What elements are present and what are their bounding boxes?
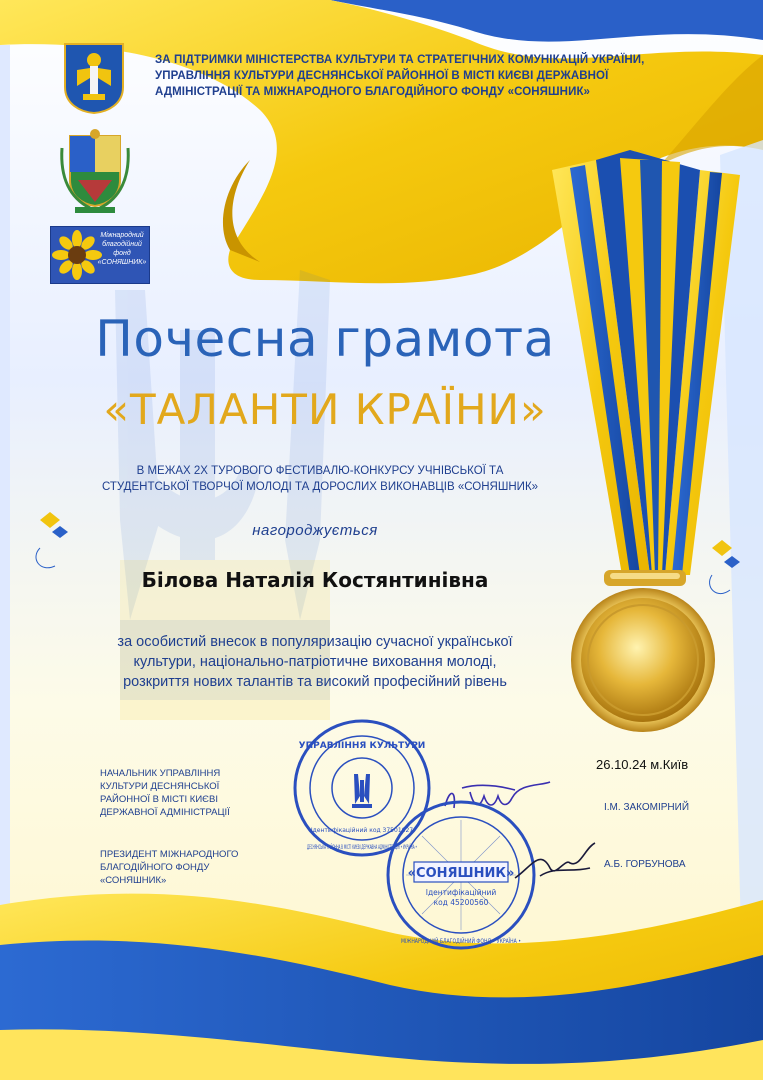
stamp-2-code: код 45200560	[433, 898, 489, 907]
signatory-title-line: ДЕРЖАВНОЇ АДМІНІСТРАЦІЇ	[100, 807, 230, 818]
stamp-2-code-label: Ідентифікаційний	[425, 888, 497, 897]
festival-description	[60, 463, 580, 495]
fund-logo-text: Міжнародний благодійний фонд «СОНЯШНИК»	[97, 232, 147, 266]
signatory-title-line: ПРЕЗИДЕНТ МІЖНАРОДНОГО	[100, 849, 239, 860]
fund-logo	[50, 226, 150, 284]
festival-description-line: СТУДЕНТСЬКОЇ ТВОРЧОЇ МОЛОДІ ТА ДОРОСЛИХ ВИКОНАВЦІВ «СОНЯШНИК»	[101, 481, 539, 493]
stamp-2-inner-text: «СОНЯШНИК»	[407, 866, 515, 881]
award-reason-line: за особистий внесок в популяризацію сучасної української	[117, 634, 513, 650]
signatory-title-line: БЛАГОДІЙНОГО ФОНДУ	[100, 862, 210, 873]
header-line: ЗА ПІДТРИМКИ МІНІСТЕРСТВА КУЛЬТУРИ ТА СТРАТЕГІЧНИХ КОМУНІКАЦІЙ УКРАЇНИ,	[155, 54, 645, 66]
stamp-1-inner-text: УПРАВЛІННЯ КУЛЬТУРИ	[298, 741, 426, 751]
signatory-title-line: «СОНЯШНИК»	[100, 875, 167, 886]
stamp-1-code: Ідентифікаційний код 37501627	[310, 827, 414, 834]
signatory-2-name: А.Б. ГОРБУНОВА	[604, 859, 686, 870]
award-reason	[80, 632, 550, 692]
awarded-label: нагороджується	[252, 522, 378, 539]
award-reason-line: культури, національно-патріотичне виховання молоді,	[133, 654, 497, 670]
sunflower-icon	[54, 231, 100, 279]
signature-2	[510, 838, 600, 888]
header-text	[155, 52, 695, 100]
issue-date: 26.10.24 м.Київ	[596, 757, 689, 772]
signatory-2-title	[100, 848, 290, 887]
certificate-title: Почесна грамота	[95, 310, 555, 368]
kyiv-coat-of-arms-icon	[63, 42, 125, 114]
trident-icon	[352, 774, 372, 808]
award-reason-line: розкриття нових талантів та високий професійний рівень	[123, 674, 507, 690]
header-line: АДМІНІСТРАЦІЇ ТА МІЖНАРОДНОГО БЛАГОДІЙНОГО ФОНДУ «СОНЯШНИК»	[155, 86, 591, 98]
certificate-subtitle: «ТАЛАНТИ КРАЇНИ»	[103, 385, 547, 434]
signatory-1-name: І.М. ЗАКОМІРНИЙ	[604, 802, 690, 813]
recipient-name: Білова Наталія Костянтинівна	[141, 568, 489, 592]
header-line: УПРАВЛІННЯ КУЛЬТУРИ ДЕСНЯНСЬКОЇ РАЙОННОЇ В МІСТІ КИЄВІ ДЕРЖАВНОЇ	[155, 70, 609, 82]
district-coat-of-arms-icon	[60, 128, 130, 214]
signatory-title-line: РАЙОННОЇ В МІСТІ КИЄВІ	[100, 794, 218, 805]
signatory-title-line: КУЛЬТУРИ ДЕСНЯНСЬКОЇ	[100, 781, 220, 792]
stamp-2-ring-text: МІЖНАРОДНИЙ БЛАГОДІЙНИЙ ФОНД • УКРАЇНА •	[401, 937, 570, 945]
festival-description-line: В МЕЖАХ 2Х ТУРОВОГО ФЕСТИВАЛЮ-КОНКУРСУ УЧНІВСЬКОЇ ТА	[136, 465, 504, 477]
signatory-1-title	[100, 767, 290, 819]
signatory-title-line: НАЧАЛЬНИК УПРАВЛІННЯ	[100, 768, 221, 779]
